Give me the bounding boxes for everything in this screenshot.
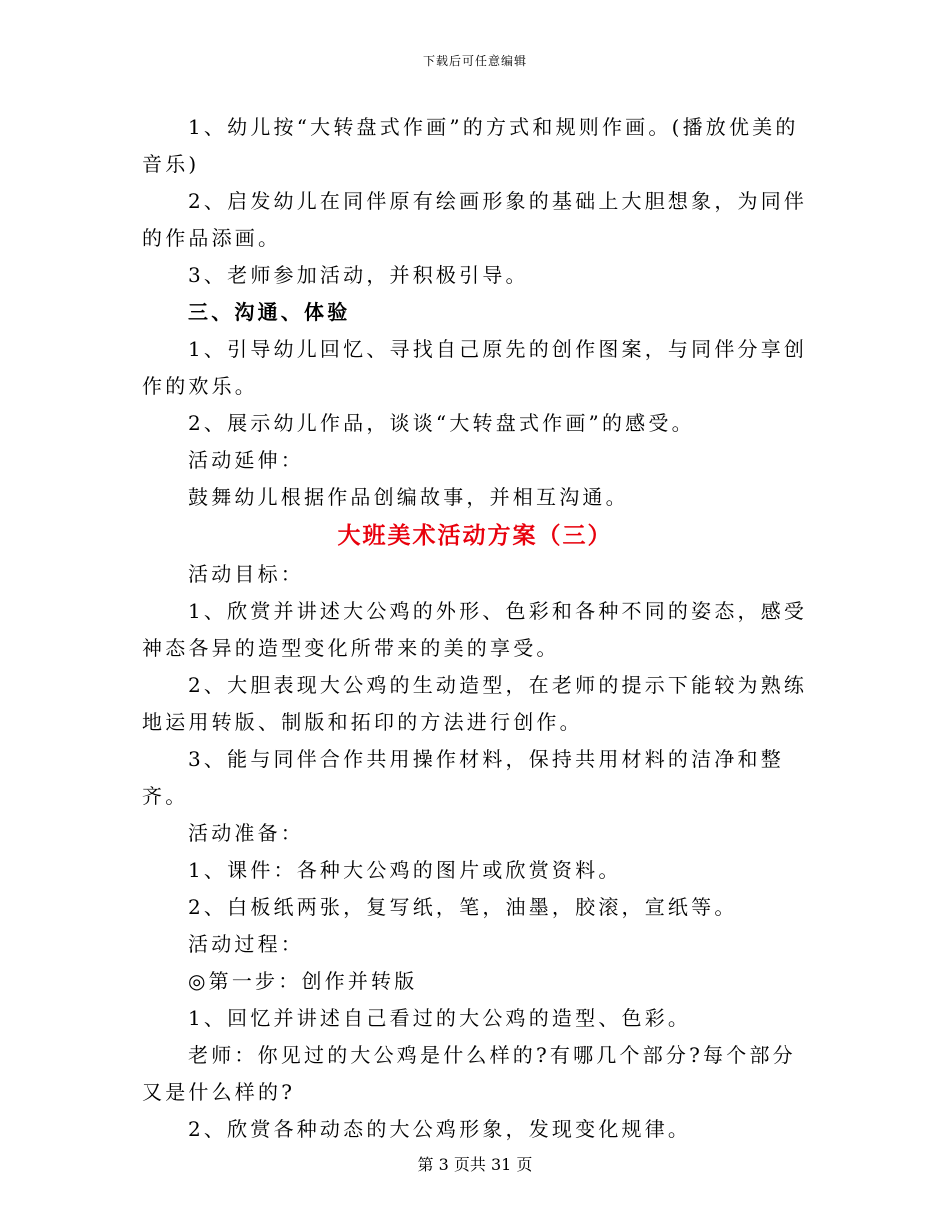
page-header: 下载后可任意编辑 (422, 54, 527, 68)
paragraph: 活动目标： (188, 562, 304, 586)
paragraph: 鼓舞幼儿根据作品创编故事，并相互沟通。 (188, 485, 629, 509)
paragraph: 2、展示幼儿作品，谈谈“大转盘式作画”的感受。 (188, 411, 695, 435)
paragraph: 2、大胆表现大公鸡的生动造型，在老师的提示下能较为熟练地运用转版、制版和拓印的方法进行创作。 (142, 673, 808, 734)
section-two-continued (142, 109, 808, 516)
page-footer: 第 3 页共 31 页 (417, 1155, 533, 1174)
paragraph: 1、回忆并讲述自己看过的大公鸡的造型、色彩。 (188, 1006, 692, 1030)
document-body (142, 109, 808, 1148)
paragraph: ◎第一步：创作并转版 (188, 969, 418, 993)
paragraph: 活动过程： (188, 932, 304, 956)
paragraph: 2、白板纸两张，复写纸，笔，油墨，胶滚，宣纸等。 (188, 895, 738, 919)
section-heading: 三、沟通、体验 (188, 300, 351, 324)
paragraph: 活动延伸： (188, 448, 304, 472)
paragraph: 1、课件：各种大公鸡的图片或欣赏资料。 (188, 858, 622, 882)
paragraph: 2、欣赏各种动态的大公鸡形象，发现变化规律。 (188, 1117, 692, 1141)
paragraph: 1、欣赏并讲述大公鸡的外形、色彩和各种不同的姿态，感受神态各异的造型变化所带来的美的享受。 (142, 599, 808, 660)
paragraph: 1、幼儿按“大转盘式作画”的方式和规则作画。(播放优美的音乐) (142, 115, 799, 176)
paragraph: 3、能与同伴合作共用操作材料，保持共用材料的洁净和整齐。 (142, 747, 784, 808)
paragraph: 1、引导幼儿回忆、寻找自己原先的创作图案，与同伴分享创作的欢乐。 (142, 337, 808, 398)
paragraph: 活动准备： (188, 821, 304, 845)
paragraph: 2、启发幼儿在同伴原有绘画形象的基础上大胆想象，为同伴的作品添画。 (142, 189, 808, 250)
paragraph: 3、老师参加活动，并积极引导。 (188, 263, 529, 287)
document-title: 大班美术活动方案（三） (337, 522, 613, 549)
activity-plan-three (142, 556, 808, 1148)
paragraph: 老师：你见过的大公鸡是什么样的?有哪几个部分?每个部分又是什么样的? (142, 1043, 796, 1104)
